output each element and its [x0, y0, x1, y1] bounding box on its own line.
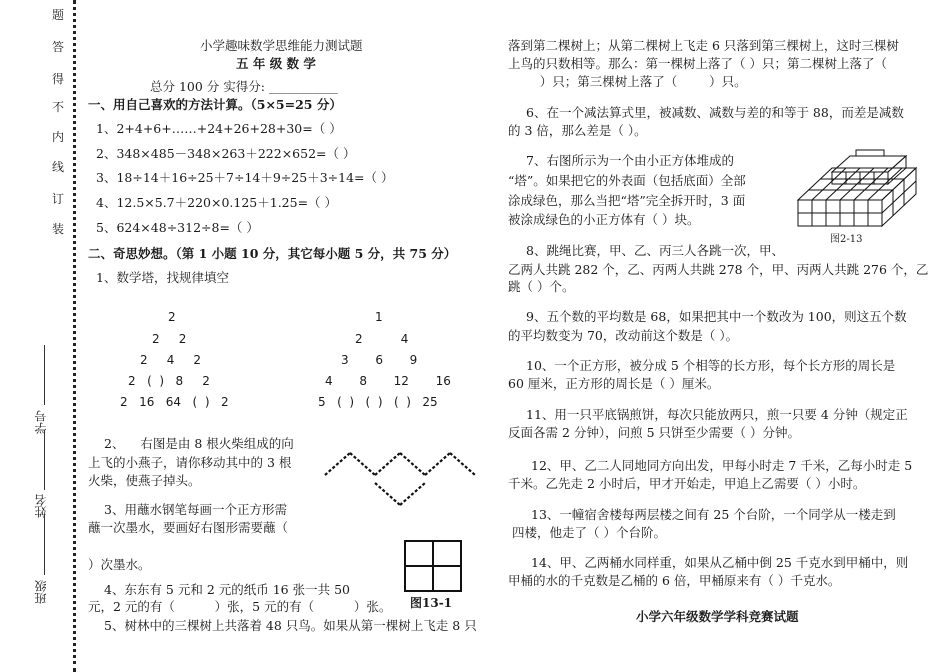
tower-a-row: 2 ( ) 8 2: [128, 374, 210, 388]
margin-char: 装: [52, 222, 65, 236]
question-pancakes: 11、用一只平底锅煎饼，每次只能放两只，煎一只要 4 分钟（规定正: [526, 407, 908, 422]
tower-a-row: 2 4 2: [140, 353, 202, 367]
question-birds-cont: 落到第二棵树上；从第二棵树上飞走 6 只落到第三棵树上，这时三棵树: [508, 38, 899, 53]
tower-b-row: 5 ( ) ( ) ( ) 25: [318, 395, 438, 409]
student-id-line: [44, 345, 45, 405]
question-square-perimeter: 10、一个正方形，被分成 5 个相等的长方形，每个长方形的周长是: [526, 358, 896, 373]
question-money: 4、东东有 5 元和 2 元的纸币 16 张一共 50: [104, 582, 350, 597]
class-label: 班级: [34, 580, 48, 604]
section-2-heading: 二、奇思妙想。（第 1 小题 10 分，其它每小题 5 分，共 75 分）: [88, 246, 457, 261]
question-jump-rope: 跳（ ）个。: [508, 279, 575, 294]
tower-b-row: 4 8 12 16: [325, 374, 451, 388]
question-squares: 3、用蘸水钢笔每画一个正方形需: [104, 502, 287, 517]
question-stairs: 四楼，他走了（ ）个台阶。: [512, 525, 666, 540]
calc-question: 3、18÷14＋16÷25＋7÷14＋9÷25＋3÷14=（ ）: [96, 170, 394, 185]
tower-b-row: 3 6 9: [341, 353, 418, 367]
question-water-buckets: 14、甲、乙两桶水同样重，如果从乙桶中倒 25 千克水到甲桶中，则: [531, 555, 909, 570]
margin-char: 线: [52, 160, 65, 174]
margin-char: 得: [52, 72, 65, 86]
question-birds: 5、树林中的三棵树上共落着 48 只鸟。如果从第一棵树上飞走 8 只: [104, 618, 477, 633]
tower-b-row: 2 4: [355, 332, 409, 346]
question-average: 的平均数变为 70，改动前这个数是（ ）。: [508, 328, 739, 343]
question-square-perimeter: 60 厘米，正方形的周长是（ ）厘米。: [508, 376, 720, 391]
cube-tower-figure: [794, 150, 924, 232]
exam-title: 小学趣味数学思维能力测试题: [200, 38, 363, 53]
question-swallow: 火柴，使燕子掉头。: [88, 473, 201, 488]
question-jump-rope: 乙两人共跳 282 个，乙、丙两人共跳 278 个，甲、丙两人共跳 276 个，乙: [508, 262, 929, 277]
question-subtraction: 的 3 倍，那么差是（ ）。: [508, 123, 647, 138]
question-water-buckets: 甲桶的水的千克数是乙桶的 6 倍，甲桶原来有（ ）千克水。: [508, 573, 841, 588]
next-exam-title: 小学六年级数学学科竞赛试题: [636, 609, 799, 624]
tower-b-row: 1: [375, 310, 383, 324]
score-line: 总分 100 分 实得分: ___________: [150, 79, 338, 94]
question-average: 9、五个数的平均数是 68，如果把其中一个数改为 100，则这五个数: [526, 309, 907, 324]
class-line: [44, 515, 45, 575]
tower-a-row: 2 2: [152, 332, 187, 346]
margin-char: 题: [52, 8, 65, 22]
margin-char: 内: [52, 130, 65, 144]
question-pancakes: 反面各需 2 分钟），问煎 5 只饼至少需要（ ）分钟。: [508, 425, 801, 440]
margin-char: 答: [52, 40, 65, 54]
question-stairs: 13、一幢宿舍楼每两层楼之间有 25 个台阶，一个同学从一楼走到: [531, 507, 896, 522]
binding-dotted-line: [73, 0, 76, 672]
calc-question: 1、2+4+6+……+24+26+28+30=（ ）: [96, 121, 342, 136]
question-cube-tower: 涂成绿色，那么当把“塔”完全拆开时，3 面: [508, 193, 746, 208]
calc-question: 4、12.5×5.7＋220×0.125＋1.25=（ ）: [96, 195, 338, 210]
question-squares: ）次墨水。: [88, 557, 151, 572]
question-cube-tower: 7、右图所示为一个由小正方体堆成的: [526, 153, 734, 168]
calc-question: 2、348×485－348×263＋222×652=（ ）: [96, 146, 356, 161]
exam-subtitle: 五 年 级 数 学: [236, 56, 316, 71]
cube-figure-label: 图2-13: [830, 234, 863, 245]
question-squares: 蘸一次墨水，要画好右图形需要蘸（: [88, 520, 289, 535]
question-birds-cont: ）只；第三棵树上落了（ ）只。: [508, 74, 747, 89]
question-money: 元，2 元的有（ ）张，5 元的有（ ）张。: [88, 599, 392, 614]
tower-a-row: 2: [168, 310, 176, 324]
tower-a-row: 2 16 64 ( ) 2: [120, 395, 229, 409]
question-cube-tower: 被涂成绿色的小正方体有（ ）块。: [508, 212, 700, 227]
squares-figure: [404, 540, 462, 592]
question-cube-tower: “塔”。如果把它的外表面（包括底面）全部: [508, 173, 746, 188]
matchstick-swallow-figure: [320, 445, 480, 515]
name-label: 姓名: [34, 494, 48, 518]
squares-figure-label: 图13-1: [410, 596, 453, 610]
student-id-label: 学号: [34, 410, 48, 434]
margin-char: 不: [52, 100, 65, 114]
name-line: [44, 430, 45, 490]
section-1-heading: 一、用自己喜欢的方法计算。（5×5=25 分）: [88, 97, 342, 112]
question-tower: 1、数学塔，找规律填空: [96, 270, 229, 285]
calc-question: 5、624×48÷312÷8=（ ）: [96, 220, 259, 235]
question-swallow: 上飞的小燕子，请你移动其中的 3 根: [88, 455, 292, 470]
question-birds-cont: 上鸟的只数相等。那么：第一棵树上落了（ ）只；第二棵树上落了（: [508, 56, 887, 71]
question-chase: 12、甲、乙二人同地同方向出发，甲每小时走 7 千米，乙每小时走 5: [531, 458, 913, 473]
question-chase: 千米。乙先走 2 小时后，甲才开始走，甲追上乙需要（ ）小时。: [508, 476, 866, 491]
question-jump-rope: 8、跳绳比赛，甲、乙、丙三人各跳一次，甲、: [526, 243, 784, 258]
question-subtraction: 6、在一个减法算式里，被减数、减数与差的和等于 88，而差是减数: [526, 105, 904, 120]
question-swallow: 2、 右图是由 8 根火柴组成的向: [104, 436, 294, 451]
margin-char: 订: [52, 192, 65, 206]
